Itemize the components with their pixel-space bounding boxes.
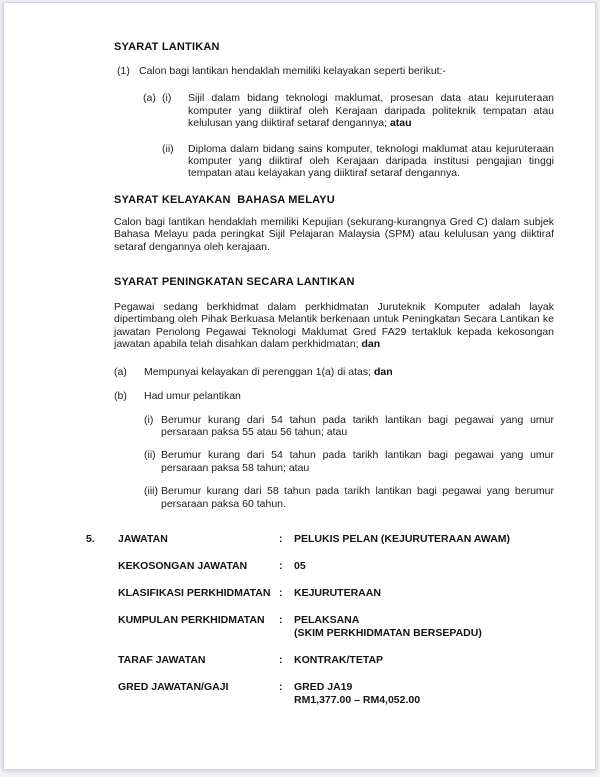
job-colon: : [279, 613, 283, 626]
job-value-line1: GRED JA19 [294, 680, 353, 693]
item-a-i-body: Sijil dalam bidang teknologi maklumat, prosesan data atau kejuruteraan komputer yang diiktiraf oleh Kerajaan daripada politeknik tempatan atau kelulusan yang diiktiraf setaraf dengannya; [188, 92, 554, 130]
job-details-section [86, 533, 554, 707]
job-row-jawatan [86, 533, 554, 546]
job-colon: : [279, 532, 283, 545]
item-a-body: Mempunyai kelayakan di perenggan 1(a) di atas; [144, 365, 372, 378]
job-label: KLASIFIKASI PERKHIDMATAN [118, 586, 271, 599]
job-label: JAWATAN [118, 532, 168, 545]
job-value-line2: (SKIM PERKHIDMATAN BERSEPADU) [294, 626, 482, 639]
job-value: PELUKIS PELAN (KEJURUTERAAN AWAM) [294, 532, 511, 545]
job-section-number: 5. [86, 532, 95, 545]
label-ii: (ii) [162, 142, 174, 155]
had-umur-label-ii: (ii) [144, 449, 156, 462]
had-umur-item-i [144, 414, 554, 439]
job-colon: : [279, 653, 283, 666]
job-colon: : [279, 559, 283, 572]
document-page [3, 2, 596, 770]
label-a: (a) [143, 92, 156, 105]
job-value [294, 681, 554, 707]
had-umur-text-i: Berumur kurang dari 54 tahun pada tarikh lantikan bagi pegawai yang umur persaraan paksa 55 atau 56 tahun; atau [161, 413, 554, 438]
job-row-kekosongan [86, 560, 554, 573]
had-umur-item-iii [144, 485, 554, 510]
job-row-klasifikasi [86, 587, 554, 600]
peningkatan-item-a [114, 366, 554, 378]
had-umur-text-iii: Berumur kurang dari 58 tahun pada tarikh lantikan bagi pegawai yang berumur persaraan paksa 60 tahun. [161, 485, 554, 510]
had-umur-label-iii: (iii) [144, 485, 158, 498]
peningkatan-item-b [114, 390, 554, 402]
peningkatan-label-a: (a) [114, 365, 127, 378]
job-colon: : [279, 586, 283, 599]
list-item-a-i-text [188, 92, 554, 129]
paragraph-bahasa-melayu: Calon bagi lantikan hendaklah memiliki Kepujian (sekurang-kurangnya Gred C) dalam subjek Bahasa Melayu pada peringkat Sijil Pelajaran Malaysia (SPM) atau kelulusan yang diiktiraf setaraf dengannya oleh kerajaan. [114, 215, 554, 253]
peningkatan-bold-word: dan [361, 338, 381, 351]
job-row-taraf [86, 654, 554, 667]
had-umur-text-ii: Berumur kurang dari 54 tahun pada tarikh lantikan bagi pegawai yang umur persaraan paksa 58 tahun; atau [161, 449, 554, 474]
job-label: KUMPULAN PERKHIDMATAN [118, 613, 265, 626]
list-item-a-ii-text: Diploma dalam bidang sains komputer, teknologi maklumat atau kejuruteraan komputer yang diiktiraf oleh Kerajaan daripada institusi pengajian tinggi tempatan atau kelayakan yang diiktiraf setaraf dengannya. [188, 142, 554, 180]
job-value: 05 [294, 559, 306, 572]
had-umur-item-ii [144, 449, 554, 474]
paragraph-peningkatan [114, 301, 554, 351]
job-label: KEKOSONGAN JAWATAN [118, 559, 248, 572]
job-value: KONTRAK/TETAP [294, 653, 384, 666]
label-i: (i) [162, 92, 172, 105]
heading-bahasa-melayu: SYARAT KELAYAKAN BAHASA MELAYU [114, 193, 335, 206]
peningkatan-body: Pegawai sedang berkhidmat dalam perkhidmatan Juruteknik Komputer adalah layak dipertimbang oleh Pihak Berkuasa Melantik berkenaan untuk Peningkatan Secara Lantikan ke jawatan Penolong Pegawai Teknologi Maklumat Gred FA29 tertakluk kepada kekosongan jawatan apabila telah disahkan dalam perkhidmatan; [114, 301, 554, 351]
job-value [294, 614, 554, 640]
page-content [4, 3, 595, 707]
item-a-bold-word: dan [373, 365, 393, 378]
item-a-i-bold-word: atau [389, 117, 412, 130]
had-umur-label-i: (i) [144, 413, 154, 426]
peningkatan-item-a-text [144, 366, 554, 378]
peningkatan-label-b: (b) [114, 390, 127, 403]
list-item-a-ii [143, 143, 554, 180]
peningkatan-item-b-text: Had umur pelantikan [144, 390, 241, 403]
job-value: KEJURUTERAAN [294, 586, 381, 599]
list-item-a-i [143, 92, 554, 129]
job-value-line2: RM1,377.00 – RM4,052.00 [294, 693, 421, 706]
heading-peningkatan: SYARAT PENINGKATAN SECARA LANTIKAN [114, 276, 355, 289]
job-colon: : [279, 680, 283, 693]
list-item-1-number: (1) [117, 65, 130, 77]
job-label: GRED JAWATAN/GAJI [118, 680, 229, 693]
job-label: TARAF JAWATAN [118, 653, 206, 666]
list-item-1 [114, 65, 554, 77]
job-row-gred [86, 681, 554, 707]
heading-syarat-lantikan: SYARAT LANTIKAN [114, 41, 220, 53]
job-value-line1: PELAKSANA [294, 613, 360, 626]
list-item-1-text: Calon bagi lantikan hendaklah memiliki kelayakan seperti berikut:- [139, 65, 446, 77]
job-row-kumpulan [86, 614, 554, 640]
